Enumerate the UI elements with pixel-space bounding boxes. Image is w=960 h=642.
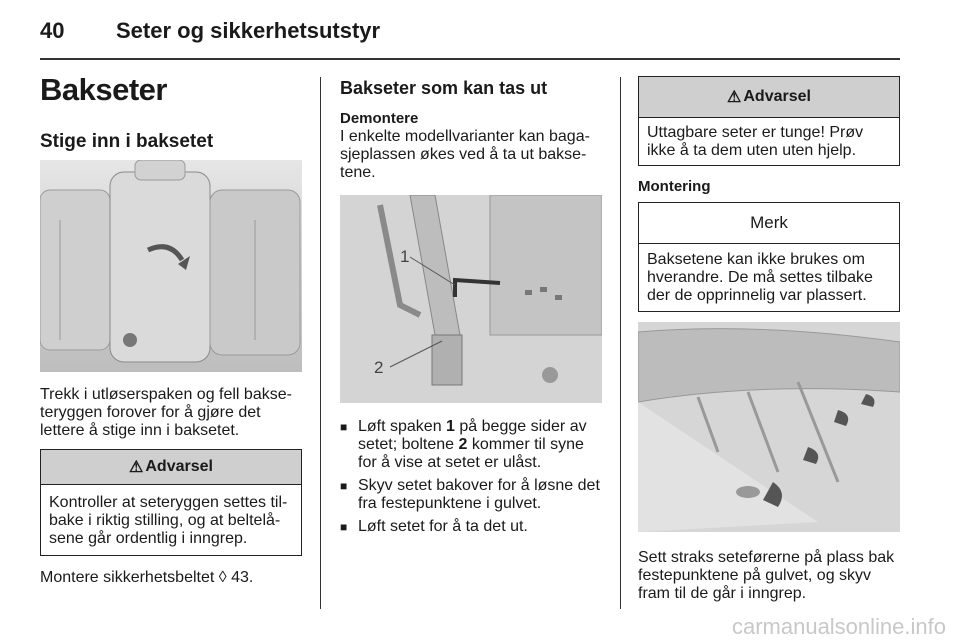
- subsection-title: Stige inn i baksetet: [40, 131, 214, 152]
- header-rule: [40, 58, 900, 60]
- seat-mounting-illustration: [638, 322, 900, 532]
- warning-box-1: [40, 449, 302, 556]
- list-item: [340, 477, 604, 513]
- removal-steps-list: [340, 418, 604, 541]
- warning-triangle-icon: ⚠: [129, 459, 144, 476]
- warning-header: [639, 77, 899, 118]
- chapter-title: Seter og sikkerhetsutstyr: [116, 18, 381, 43]
- warning-header: [41, 450, 301, 485]
- note-header: Merk: [639, 203, 899, 244]
- rear-seat-illustration: [40, 160, 302, 372]
- warning-box-2: [638, 76, 900, 166]
- warning-text: Kontroller at seteryggen settes til-bake i riktig stilling, og at beltelå-sene går ordentlig i inngrep.: [49, 494, 288, 547]
- step-text: på begge sider av setet; boltene: [358, 418, 587, 453]
- remove-text: I enkelte modellvarianter kan baga-sjeplassen økes ved å ta ut bakse-tene.: [340, 128, 590, 181]
- step-text: Løft spaken: [358, 418, 447, 435]
- watermark: carmanualsonline.info: [731, 614, 946, 639]
- seat-latch-illustration: [340, 195, 602, 403]
- callout-label-1: 1: [400, 247, 410, 266]
- list-item: [340, 518, 604, 536]
- removable-seats-heading: Bakseter som kan tas ut: [340, 78, 548, 98]
- bullet-glyph: ■: [340, 479, 348, 493]
- list-item: [340, 418, 604, 472]
- bolt-ref: 2: [458, 436, 468, 453]
- step-text: Skyv setet bakover for å løsne det fra festepunktene i gulvet.: [358, 477, 600, 512]
- note-text: Baksetene kan ikke brukes om hverandre. De må settes tilbake der de opprinnelig var plassert.: [647, 251, 873, 304]
- callout-label-2: 2: [374, 358, 384, 377]
- bullet-glyph: ■: [340, 520, 348, 534]
- page-number: 40: [40, 18, 65, 43]
- mount-label: Montering: [638, 178, 711, 195]
- step-text: kommer til syne for å vise at setet er ulåst.: [358, 436, 584, 471]
- warning-title: Advarsel: [743, 88, 811, 105]
- warning-text: Uttagbare seter er tunge! Prøv ikke å ta dem uten uten hjelp.: [647, 124, 864, 159]
- remove-label: Demontere: [340, 110, 419, 127]
- seatbelt-reference: Montere sikkerhetsbeltet ◊ 43.: [40, 569, 254, 586]
- warning-title: Advarsel: [145, 458, 213, 475]
- bullet-glyph: ■: [340, 420, 348, 434]
- section-title: Bakseter: [40, 72, 167, 107]
- column-divider-1: [320, 77, 321, 609]
- mounting-instructions: Sett straks seteførerne på plass bak festepunktene på gulvet, og skyv fram til de går i inngrep.: [638, 549, 895, 602]
- lever-ref: 1: [446, 418, 455, 435]
- note-box: [638, 202, 900, 312]
- warning-triangle-icon: ⚠: [727, 89, 742, 106]
- fold-instructions: Trekk i utløserspaken og fell bakse-teryggen forover for å gjøre det lettere å stige inn i baksetet.: [40, 386, 292, 439]
- step-text: Løft setet for å ta det ut.: [358, 518, 528, 535]
- column-divider-2: [620, 77, 621, 609]
